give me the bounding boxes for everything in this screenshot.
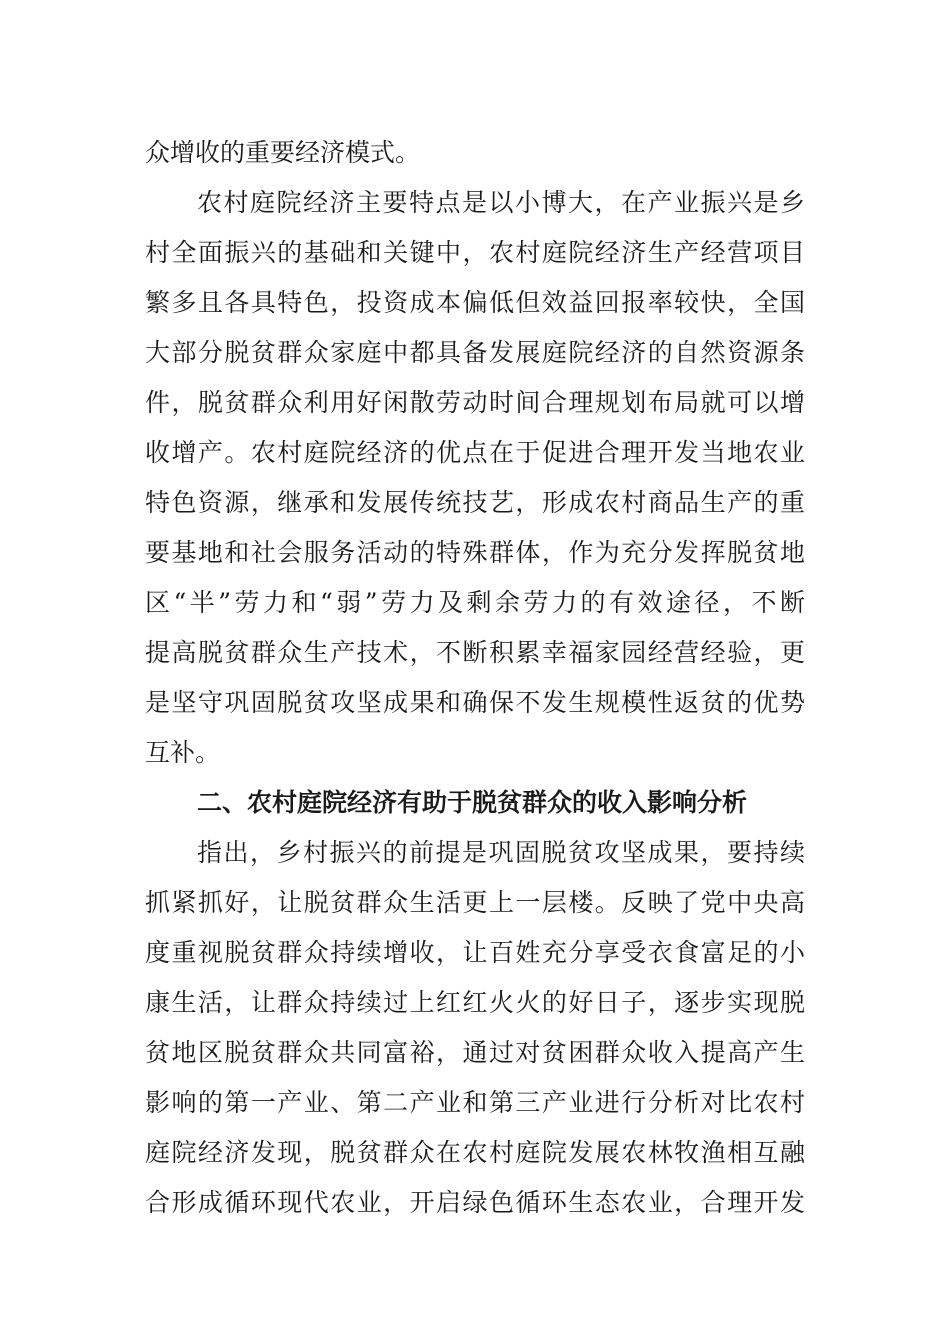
paragraph-line: 是坚守巩固脱贫攻坚成果和确保不发生规模性返贫的优势 [145, 688, 805, 717]
paragraph-line: 特色资源，继承和发展传统技艺，形成农村商品生产的重 [145, 488, 805, 517]
paragraph-line: 众增收的重要经济模式。 [145, 138, 421, 167]
paragraph-line: 影响的第一产业、第二产业和第三产业进行分析对比农村 [145, 1088, 805, 1117]
paragraph-line: 贫地区脱贫群众共同富裕，通过对贫困群众收入提高产生 [145, 1038, 805, 1067]
paragraph-line: 合形成循环现代农业，开启绿色循环生态农业，合理开发 [145, 1188, 805, 1217]
section-heading: 二、农村庭院经济有助于脱贫群众的收入影响分析 [197, 788, 748, 817]
paragraph-line: 区“半”劳力和“弱”劳力及剩余劳力的有效途径，不断 [145, 588, 805, 617]
paragraph-line: 要基地和社会服务活动的特殊群体，作为充分发挥脱贫地 [145, 538, 805, 567]
paragraph-line: 康生活，让群众持续过上红红火火的好日子，逐步实现脱 [145, 988, 805, 1017]
paragraph-line: 收增产。农村庭院经济的优点在于促进合理开发当地农业 [145, 438, 805, 467]
paragraph-line: 庭院经济发现，脱贫群众在农村庭院发展农林牧渔相互融 [145, 1138, 805, 1167]
paragraph-line: 大部分脱贫群众家庭中都具备发展庭院经济的自然资源条 [145, 338, 805, 367]
paragraph-line: 抓紧抓好，让脱贫群众生活更上一层楼。反映了党中央高 [145, 888, 805, 917]
paragraph-line: 件，脱贫群众利用好闲散劳动时间合理规划布局就可以增 [145, 388, 805, 417]
paragraph-first-line: 指出，乡村振兴的前提是巩固脱贫攻坚成果，要持续 [197, 838, 805, 867]
paragraph-line: 提高脱贫群众生产技术，不断积累幸福家园经营经验，更 [145, 638, 805, 667]
paragraph-first-line: 农村庭院经济主要特点是以小博大，在产业振兴是乡 [197, 188, 805, 217]
paragraph-line: 村全面振兴的基础和关键中，农村庭院经济生产经营项目 [145, 238, 805, 267]
paragraph-line: 互补。 [145, 738, 221, 767]
paragraph-line: 繁多且各具特色，投资成本偏低但效益回报率较快，全国 [145, 288, 805, 317]
paragraph-line: 度重视脱贫群众持续增收，让百姓充分享受衣食富足的小 [145, 938, 805, 967]
